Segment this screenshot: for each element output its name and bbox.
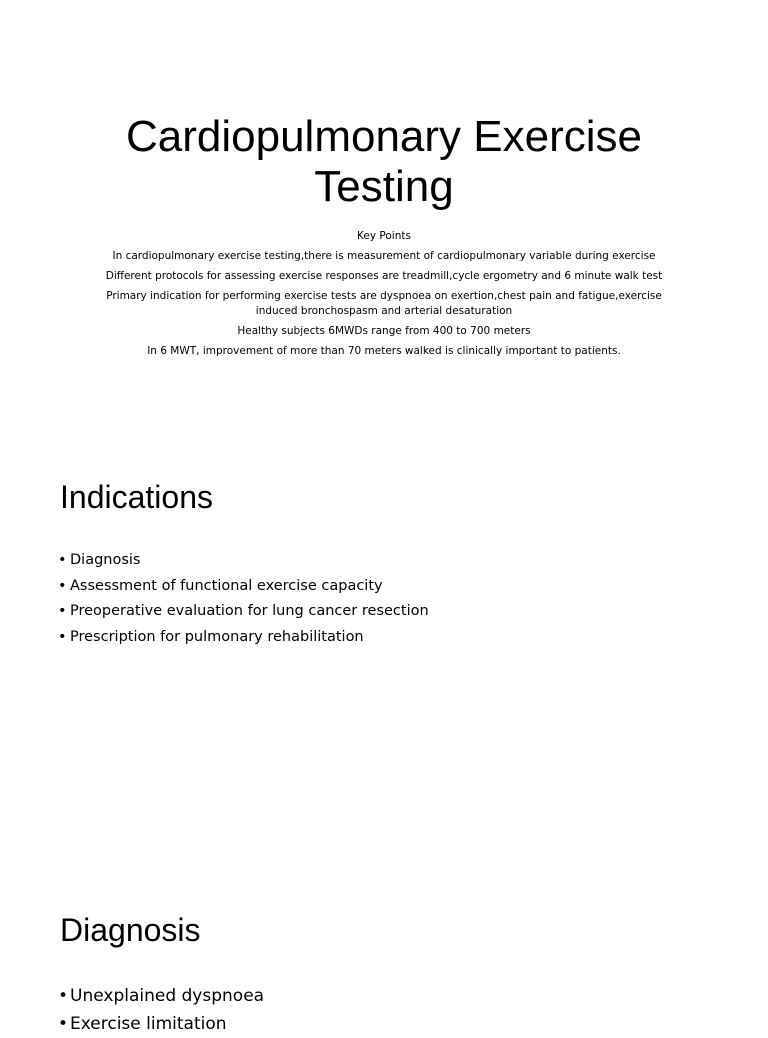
slide-title — [60, 112, 708, 212]
bullet-list — [58, 548, 429, 650]
key-point: Primary indication for performing exercise tests are dyspnoea on exertion,chest pain and fatigue,exercise induced bronchospasm and arterial desaturation — [106, 290, 662, 317]
list-item — [58, 574, 429, 600]
list-item-text: Exercise limitation — [70, 1014, 227, 1034]
slide-title-line-1: Cardiopulmonary Exercise — [126, 112, 642, 161]
key-point: In 6 MWT, improvement of more than 70 meters walked is clinically important to patients. — [147, 345, 621, 357]
key-point: Different protocols for assessing exercise responses are treadmill,cycle ergometry and 6 minute walk test — [105, 270, 663, 282]
bullet-icon: • — [58, 603, 67, 619]
bullet-icon: • — [58, 628, 67, 645]
key-points-block — [100, 229, 668, 364]
slide-cpet-key-points — [0, 0, 768, 430]
list-item — [58, 982, 264, 1010]
key-point: Healthy subjects 6MWDs range from 400 to 700 meters — [237, 325, 531, 337]
slide-title-line-2: Testing — [314, 162, 454, 211]
key-points-heading: Key Points — [357, 230, 411, 242]
key-point: In cardiopulmonary exercise testing,there is measurement of cardiopulmonary variable during exercise — [112, 250, 656, 262]
slide-indications — [0, 435, 768, 865]
section-title: Indications — [60, 479, 213, 515]
list-item — [58, 548, 429, 574]
section-title: Diagnosis — [60, 912, 201, 948]
list-item-text: Prescription for pulmonary rehabilitation — [70, 628, 364, 645]
list-item-text: Assessment of functional exercise capacity — [70, 577, 383, 594]
bullet-icon: • — [58, 986, 69, 1006]
list-item — [58, 599, 429, 625]
bullet-list — [58, 982, 264, 1038]
bullet-icon: • — [58, 577, 67, 594]
slide-diagnosis — [0, 870, 768, 1034]
list-item — [58, 625, 429, 651]
bullet-icon: • — [58, 1014, 69, 1034]
bullet-icon: • — [58, 552, 67, 568]
list-item-text: Preoperative evaluation for lung cancer resection — [70, 603, 429, 619]
list-item-text: Diagnosis — [70, 552, 141, 568]
list-item-text: Unexplained dyspnoea — [70, 986, 265, 1006]
list-item — [58, 1010, 264, 1038]
